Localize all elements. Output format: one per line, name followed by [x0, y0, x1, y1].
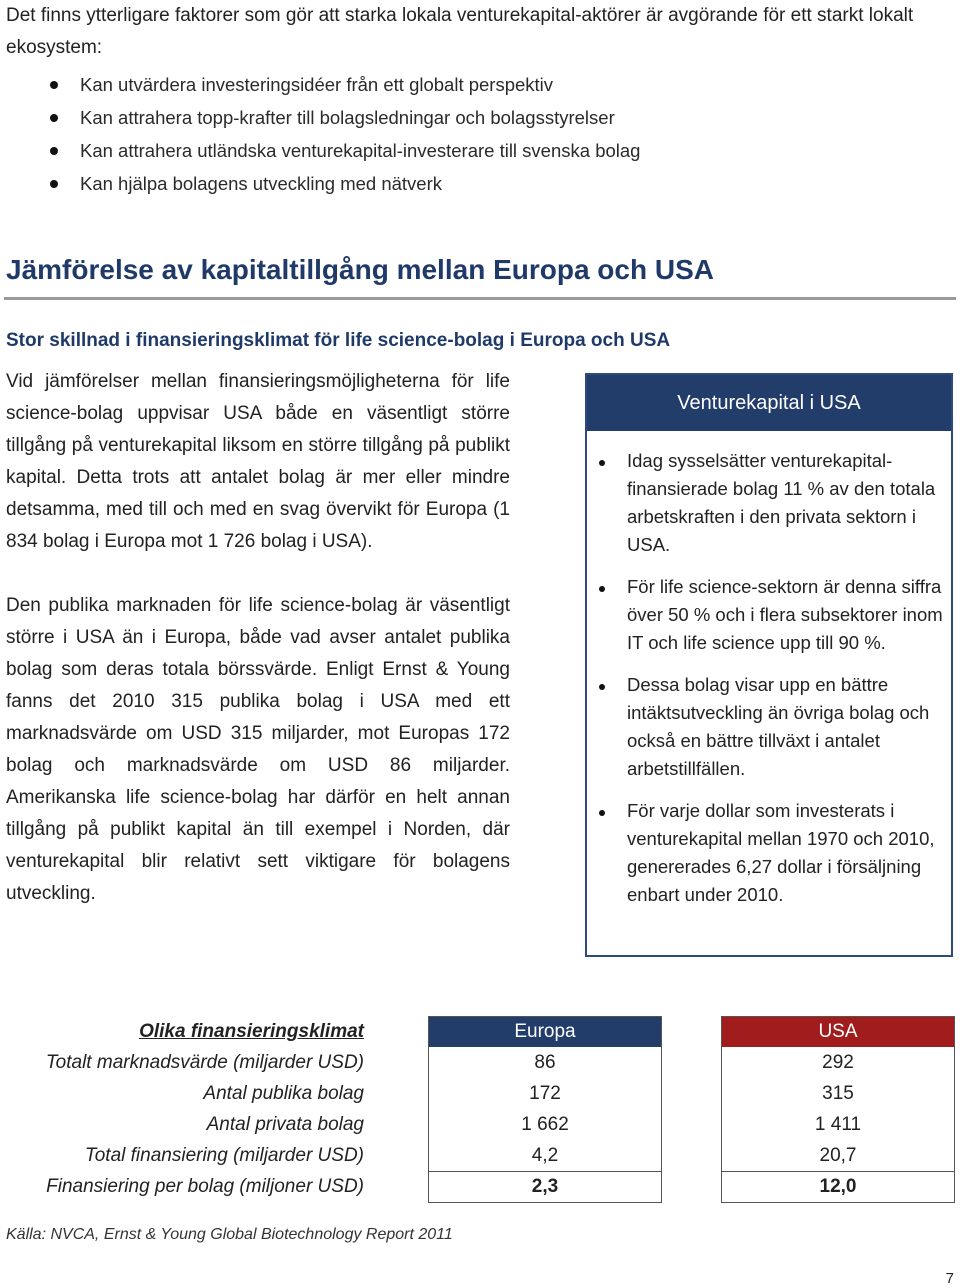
page-number: 7: [945, 1270, 954, 1287]
sidebox-title: Venturekapital i USA: [587, 375, 951, 431]
body-paragraph: Den publika marknaden för life science-bolag är väsentligt större i USA än i Europa, både vad avser antalet publika bolag som deras totala börssvärde. Enligt Ernst & Young fanns det 2010 315 publika bolag i USA med ett marknadsvärde om USD 315 miljarder, mot Europas 172 bolag och marknadsvärde om USD 86 miljarder. Amerikanska life science-bolag har därför en helt annan tillgång på publikt kapital än till exempel i Norden, där venturekapital blir relativt sett viktigare för bolagens utveckling.: [6, 595, 510, 904]
intro-section: [6, 0, 954, 200]
sidebox-bullet: Idag sysselsätter venturekapital-finansierade bolag 11 % av den totala arbetskraften i den privata sektorn i USA.: [587, 447, 943, 559]
intro-bullet: Kan attrahera topp-krafter till bolagsledningar och bolagsstyrelser: [6, 101, 954, 134]
intro-paragraph: Det finns ytterligare faktorer som gör att starka lokala venturekapital-aktörer är avgörande för ett starkt lokalt ekosystem:: [6, 5, 914, 58]
table-row-label: Total finansiering (miljarder USD): [84, 1145, 364, 1166]
table-cell: 1 662: [521, 1114, 569, 1135]
body-text: [6, 366, 510, 910]
sidebox-bullet: För life science-sektorn är denna siffra över 50 % och i flera subsektorer inom IT och life science upp till 90 %.: [587, 573, 943, 657]
usa-column-header: USA: [722, 1017, 954, 1047]
intro-bullet: Kan attrahera utländska venturekapital-investerare till svenska bolag: [6, 134, 954, 167]
usa-column: [721, 1016, 955, 1203]
table-cell: 4,2: [531, 1145, 559, 1166]
europe-column-header: Europa: [429, 1017, 661, 1047]
table-cell: 292: [822, 1052, 854, 1073]
table-cell: 2,3: [429, 1171, 661, 1202]
section-subheading: Stor skillnad i finansieringsklimat för life science-bolag i Europa och USA: [6, 330, 671, 351]
venture-capital-sidebox: [585, 373, 953, 957]
table-cell: 315: [822, 1083, 854, 1104]
table-cell: 12,0: [722, 1171, 954, 1202]
heading-divider: [4, 297, 956, 300]
table-row-label: Finansiering per bolag (miljoner USD): [46, 1176, 364, 1197]
table-cell: 172: [529, 1083, 561, 1104]
table-cell: 20,7: [819, 1145, 857, 1166]
europe-column: [428, 1016, 662, 1203]
table-cell: 1 411: [814, 1114, 862, 1135]
sidebox-bullet: För varje dollar som investerats i venturekapital mellan 1970 och 2010, genererades 6,27 dollar i försäljning enbart under 2010.: [587, 797, 943, 909]
table-row-label: Antal publika bolag: [203, 1083, 364, 1104]
sidebox-bullet: Dessa bolag visar upp en bättre intäktsutveckling än övriga bolag och också en bättre tillväxt i antalet arbetstillfällen.: [587, 671, 943, 783]
table-cell: 86: [534, 1052, 556, 1073]
intro-bullet: Kan hjälpa bolagens utveckling med nätverk: [6, 167, 954, 200]
source-note: Källa: NVCA, Ernst & Young Global Biotechnology Report 2011: [6, 1226, 453, 1243]
intro-bullet: Kan utvärdera investeringsidéer från ett globalt perspektiv: [6, 68, 954, 101]
table-heading: Olika finansieringsklimat: [139, 1021, 364, 1042]
sidebox-bullet-list: [587, 447, 951, 909]
table-row-label: Totalt marknadsvärde (miljarder USD): [45, 1052, 364, 1073]
section-heading: Jämförelse av kapitaltillgång mellan Europa och USA: [6, 254, 714, 285]
table-row-label: Antal privata bolag: [206, 1114, 364, 1135]
intro-bullet-list: [6, 68, 954, 200]
comparison-table-labels: [0, 1016, 364, 1202]
body-paragraph: Vid jämförelser mellan finansieringsmöjligheterna för life science-bolag uppvisar USA både en väsentligt större tillgång på venturekapital liksom en större tillgång på publikt kapital. Detta trots att antalet bolag är mer eller mindre detsamma, med till och med en svag övervikt för Europa (1 834 bolag i Europa mot 1 726 bolag i USA).: [6, 371, 510, 552]
